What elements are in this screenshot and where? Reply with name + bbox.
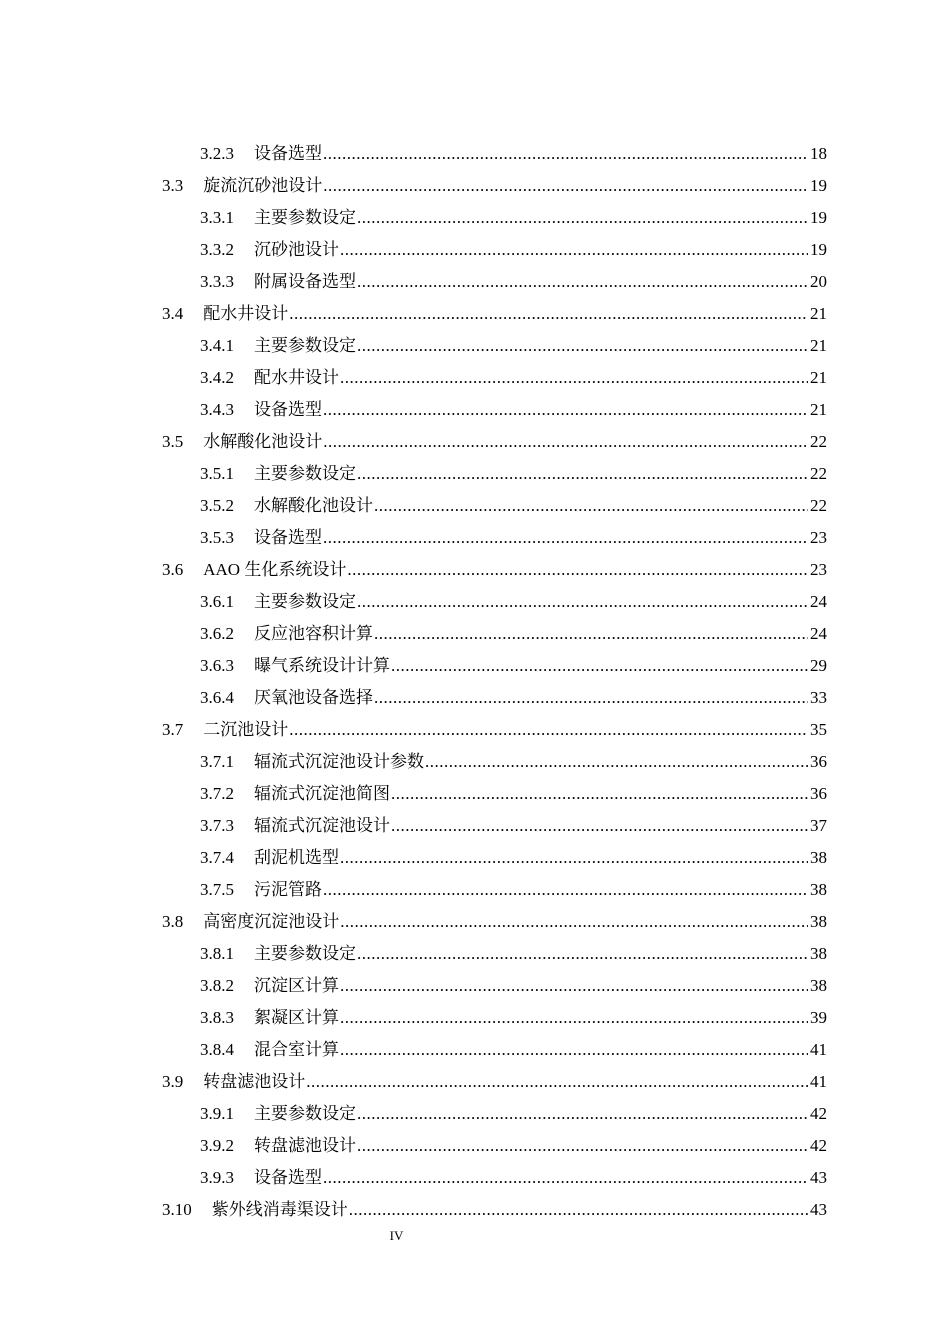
toc-entry[interactable] <box>0 714 950 746</box>
toc-entry-title: 主要参数设定 <box>254 464 356 483</box>
toc-entry[interactable] <box>0 458 950 490</box>
toc-entry[interactable] <box>0 650 950 682</box>
toc-entry[interactable] <box>0 1194 950 1226</box>
toc-entry[interactable] <box>0 266 950 298</box>
toc-entry-number: 3.7.2 <box>200 784 234 803</box>
toc-entry[interactable] <box>0 234 950 266</box>
toc-entry-page: 20 <box>808 266 827 298</box>
toc-entry[interactable] <box>0 1002 950 1034</box>
toc-entry[interactable] <box>0 1130 950 1162</box>
toc-entry-number: 3.8.4 <box>200 1040 234 1059</box>
toc-entry-number: 3.3.1 <box>200 208 234 227</box>
toc-entry-number: 3.7 <box>162 720 184 739</box>
toc-entry[interactable] <box>0 202 950 234</box>
toc-entry-page: 22 <box>808 490 827 522</box>
toc-entry-title: 辐流式沉淀池简图 <box>254 784 390 803</box>
toc-entry-number: 3.7.5 <box>200 880 234 899</box>
toc-entry-page: 19 <box>808 234 827 266</box>
toc-entry-title: 设备选型 <box>254 1168 322 1187</box>
toc-entry-title: 污泥管路 <box>254 880 322 899</box>
toc-entry-number: 3.7.4 <box>200 848 234 867</box>
toc-entry-title: 转盘滤池设计 <box>254 1136 356 1155</box>
toc-entry-title: 曝气系统设计计算 <box>254 656 390 675</box>
toc-entry-title: 设备选型 <box>254 144 322 163</box>
toc-entry-page: 35 <box>808 714 827 746</box>
toc-entry-number: 3.4.2 <box>200 368 234 387</box>
toc-entry[interactable] <box>0 810 950 842</box>
toc-leader-dots <box>357 586 826 618</box>
toc-entry[interactable] <box>0 490 950 522</box>
toc-leader-dots <box>425 746 826 778</box>
toc-entry-title: 反应池容积计算 <box>254 624 373 643</box>
toc-leader-dots <box>357 202 826 234</box>
toc-entry[interactable] <box>0 906 950 938</box>
toc-entry[interactable] <box>0 746 950 778</box>
toc-leader-dots <box>289 714 826 746</box>
toc-leader-dots <box>374 490 826 522</box>
toc-entry[interactable] <box>0 298 950 330</box>
page-number: IV <box>389 1228 404 1243</box>
toc-entry-title: 设备选型 <box>254 528 322 547</box>
toc-entry[interactable] <box>0 170 950 202</box>
toc-entry-page: 21 <box>808 330 827 362</box>
toc-leader-dots <box>323 426 826 458</box>
toc-leader-dots <box>340 906 826 938</box>
toc-leader-dots <box>357 458 826 490</box>
toc-entry-number: 3.8 <box>162 912 184 931</box>
toc-leader-dots <box>357 1098 826 1130</box>
toc-entry-page: 38 <box>808 842 827 874</box>
toc-entry-title: 辐流式沉淀池设计参数 <box>254 752 424 771</box>
toc-entry-page: 38 <box>808 938 827 970</box>
toc-entry-number: 3.9.2 <box>200 1136 234 1155</box>
toc-entry-page: 37 <box>808 810 827 842</box>
toc-leader-dots <box>340 234 826 266</box>
toc-entry-page: 33 <box>808 682 827 714</box>
toc-entry-title: 水解酸化池设计 <box>254 496 373 515</box>
toc-entry-number: 3.6 <box>162 560 184 579</box>
toc-entry-page: 19 <box>808 170 827 202</box>
toc-leader-dots <box>391 810 826 842</box>
toc-entry-page: 41 <box>808 1034 827 1066</box>
toc-leader-dots <box>323 522 826 554</box>
toc-entry-page: 21 <box>808 394 827 426</box>
toc-entry[interactable] <box>0 138 950 170</box>
toc-entry-page: 29 <box>808 650 827 682</box>
toc-entry[interactable] <box>0 554 950 586</box>
toc-entry[interactable] <box>0 682 950 714</box>
toc-leader-dots <box>374 682 826 714</box>
toc-entry-number: 3.9.1 <box>200 1104 234 1123</box>
toc-entry-title: 沉砂池设计 <box>254 240 339 259</box>
toc-entry-title: 配水井设计 <box>254 368 339 387</box>
toc-entry-number: 3.5.2 <box>200 496 234 515</box>
toc-entry-page: 42 <box>808 1098 827 1130</box>
toc-entry-title: 二沉池设计 <box>203 720 289 739</box>
toc-entry-page: 36 <box>808 778 827 810</box>
toc-entry[interactable] <box>0 426 950 458</box>
toc-entry-page: 19 <box>808 202 827 234</box>
toc-leader-dots <box>340 970 826 1002</box>
toc-entry-page: 24 <box>808 618 827 650</box>
toc-entry-title: 转盘滤池设计 <box>203 1072 306 1091</box>
toc-entry[interactable] <box>0 938 950 970</box>
toc-entry-number: 3.5 <box>162 432 184 451</box>
toc-leader-dots <box>323 394 826 426</box>
toc-entry[interactable] <box>0 1066 950 1098</box>
toc-entry-title: 附属设备选型 <box>254 272 356 291</box>
toc-entry-page: 36 <box>808 746 827 778</box>
toc-entry-title: AAO 生化系统设计 <box>203 560 347 579</box>
toc-entry-page: 43 <box>808 1162 827 1194</box>
toc-entry[interactable] <box>0 1098 950 1130</box>
toc-entry-number: 3.4.1 <box>200 336 234 355</box>
toc-entry-number: 3.7.1 <box>200 752 234 771</box>
toc-entry[interactable] <box>0 970 950 1002</box>
toc-entry-number: 3.4.3 <box>200 400 234 419</box>
toc-entry-title: 混合室计算 <box>254 1040 339 1059</box>
toc-leader-dots <box>323 138 826 170</box>
toc-entry[interactable] <box>0 522 950 554</box>
toc-entry-number: 3.5.3 <box>200 528 234 547</box>
toc-leader-dots <box>357 266 826 298</box>
toc-entry-number: 3.3.2 <box>200 240 234 259</box>
toc-entry-number: 3.6.3 <box>200 656 234 675</box>
toc-entry-number: 3.6.1 <box>200 592 234 611</box>
toc-entry-title: 主要参数设定 <box>254 592 356 611</box>
toc-entry-number: 3.8.1 <box>200 944 234 963</box>
toc-entry[interactable] <box>0 394 950 426</box>
toc-entry-title: 主要参数设定 <box>254 1104 356 1123</box>
toc-entry[interactable] <box>0 362 950 394</box>
toc-entry-page: 21 <box>808 298 827 330</box>
toc-entry-title: 旋流沉砂池设计 <box>203 176 323 195</box>
toc-entry-title: 厌氧池设备选择 <box>254 688 373 707</box>
toc-entry-number: 3.9 <box>162 1072 184 1091</box>
toc-leader-dots <box>357 1130 826 1162</box>
toc-leader-dots <box>340 1034 826 1066</box>
toc-leader-dots <box>340 362 826 394</box>
toc-entry[interactable] <box>0 778 950 810</box>
toc-entry-number: 3.6.4 <box>200 688 234 707</box>
toc-leader-dots <box>323 874 826 906</box>
toc-entry-page: 24 <box>808 586 827 618</box>
toc-entry-title: 配水井设计 <box>203 304 289 323</box>
toc-entry-page: 41 <box>808 1066 827 1098</box>
toc-leader-dots <box>391 778 826 810</box>
toc-entry-page: 39 <box>808 1002 827 1034</box>
toc-entry-page: 38 <box>808 874 827 906</box>
toc-entry-title: 高密度沉淀池设计 <box>203 912 340 931</box>
toc-entry[interactable] <box>0 618 950 650</box>
toc-entry-number: 3.5.1 <box>200 464 234 483</box>
toc-entry-title: 絮凝区计算 <box>254 1008 339 1027</box>
toc-entry-number: 3.3.3 <box>200 272 234 291</box>
toc-entry-page: 23 <box>808 522 827 554</box>
toc-entry[interactable] <box>0 330 950 362</box>
toc-entry-title: 沉淀区计算 <box>254 976 339 995</box>
table-of-contents <box>0 138 950 1226</box>
toc-entry-number: 3.3 <box>162 176 184 195</box>
toc-leader-dots <box>340 842 826 874</box>
toc-entry-page: 23 <box>808 554 827 586</box>
toc-entry[interactable] <box>0 1034 950 1066</box>
toc-leader-dots <box>306 1066 826 1098</box>
toc-leader-dots <box>323 170 826 202</box>
toc-entry-page: 38 <box>808 970 827 1002</box>
toc-entry-title: 主要参数设定 <box>254 944 356 963</box>
toc-entry-number: 3.7.3 <box>200 816 234 835</box>
toc-entry-number: 3.6.2 <box>200 624 234 643</box>
toc-entry-page: 21 <box>808 362 827 394</box>
toc-leader-dots <box>347 554 826 586</box>
toc-entry-title: 主要参数设定 <box>254 336 356 355</box>
toc-leader-dots <box>323 1162 826 1194</box>
toc-entry-page: 22 <box>808 458 827 490</box>
toc-entry-title: 刮泥机选型 <box>254 848 339 867</box>
toc-leader-dots <box>289 298 826 330</box>
toc-entry-page: 42 <box>808 1130 827 1162</box>
toc-leader-dots <box>357 330 826 362</box>
toc-entry-number: 3.9.3 <box>200 1168 234 1187</box>
toc-entry-page: 43 <box>808 1194 827 1226</box>
toc-entry[interactable] <box>0 874 950 906</box>
toc-entry-title: 设备选型 <box>254 400 322 419</box>
toc-entry-number: 3.8.2 <box>200 976 234 995</box>
toc-entry-number: 3.2.3 <box>200 144 234 163</box>
toc-entry-number: 3.10 <box>162 1200 192 1219</box>
toc-entry-number: 3.8.3 <box>200 1008 234 1027</box>
toc-entry-page: 22 <box>808 426 827 458</box>
toc-leader-dots <box>391 650 826 682</box>
toc-entry-page: 18 <box>808 138 827 170</box>
toc-entry[interactable] <box>0 1162 950 1194</box>
toc-entry-title: 紫外线消毒渠设计 <box>211 1200 348 1219</box>
toc-entry-title: 主要参数设定 <box>254 208 356 227</box>
toc-entry-title: 辐流式沉淀池设计 <box>254 816 390 835</box>
toc-leader-dots <box>357 938 826 970</box>
toc-leader-dots <box>374 618 826 650</box>
toc-leader-dots <box>340 1002 826 1034</box>
toc-entry[interactable] <box>0 586 950 618</box>
toc-entry-title: 水解酸化池设计 <box>203 432 323 451</box>
toc-entry-number: 3.4 <box>162 304 184 323</box>
toc-leader-dots <box>349 1194 826 1226</box>
toc-entry[interactable] <box>0 842 950 874</box>
toc-entry-page: 38 <box>808 906 827 938</box>
